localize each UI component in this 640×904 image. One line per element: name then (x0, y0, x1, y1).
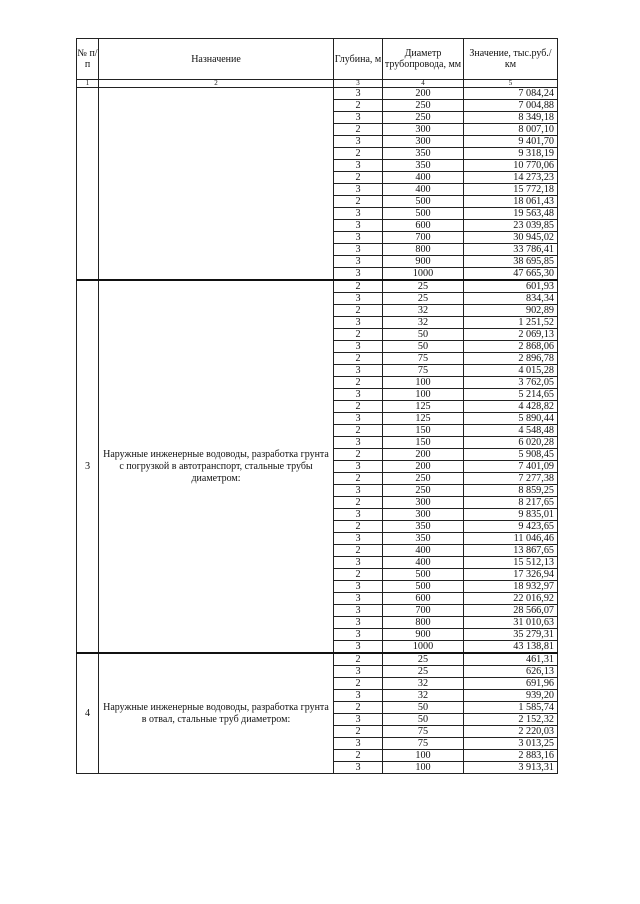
depth-cell: 2 (334, 305, 383, 317)
section-purpose (99, 88, 334, 281)
index-cell: 5 (464, 80, 558, 88)
value-cell: 8 349,18 (464, 112, 558, 124)
diameter-cell: 100 (383, 762, 464, 774)
diameter-cell: 500 (383, 581, 464, 593)
diameter-cell: 500 (383, 208, 464, 220)
depth-cell: 2 (334, 425, 383, 437)
depth-cell: 3 (334, 605, 383, 617)
depth-cell: 3 (334, 762, 383, 774)
depth-cell: 3 (334, 690, 383, 702)
section-purpose: Наружные инженерные водоводы, разработка грунта в отвал, стальные труб диаметром: (99, 653, 334, 774)
value-cell: 11 046,46 (464, 533, 558, 545)
depth-cell: 3 (334, 533, 383, 545)
diameter-cell: 350 (383, 521, 464, 533)
depth-cell: 3 (334, 244, 383, 256)
header-row (77, 39, 558, 80)
diameter-cell: 250 (383, 112, 464, 124)
value-cell: 38 695,85 (464, 256, 558, 268)
depth-cell: 3 (334, 666, 383, 678)
value-cell: 4 548,48 (464, 425, 558, 437)
diameter-cell: 350 (383, 148, 464, 160)
diameter-cell: 200 (383, 449, 464, 461)
value-cell: 9 423,65 (464, 521, 558, 533)
value-cell: 43 138,81 (464, 641, 558, 654)
index-row (77, 80, 558, 88)
value-cell: 461,31 (464, 653, 558, 666)
depth-cell: 2 (334, 449, 383, 461)
diameter-cell: 100 (383, 389, 464, 401)
depth-cell: 3 (334, 461, 383, 473)
depth-cell: 3 (334, 389, 383, 401)
value-cell: 28 566,07 (464, 605, 558, 617)
depth-cell: 2 (334, 497, 383, 509)
value-cell: 902,89 (464, 305, 558, 317)
index-cell: 1 (77, 80, 99, 88)
depth-cell: 3 (334, 88, 383, 100)
depth-cell: 2 (334, 545, 383, 557)
header-depth: Глубина, м (334, 39, 383, 80)
diameter-cell: 700 (383, 605, 464, 617)
value-cell: 626,13 (464, 666, 558, 678)
value-cell: 7 084,24 (464, 88, 558, 100)
diameter-cell: 800 (383, 244, 464, 256)
diameter-cell: 350 (383, 533, 464, 545)
value-cell: 2 896,78 (464, 353, 558, 365)
diameter-cell: 400 (383, 172, 464, 184)
diameter-cell: 125 (383, 413, 464, 425)
depth-cell: 3 (334, 593, 383, 605)
value-cell: 2 152,32 (464, 714, 558, 726)
value-cell: 8 007,10 (464, 124, 558, 136)
depth-cell: 3 (334, 341, 383, 353)
table-row (77, 88, 558, 100)
diameter-cell: 32 (383, 678, 464, 690)
section-number: 3 (77, 280, 99, 653)
diameter-cell: 200 (383, 461, 464, 473)
diameter-cell: 150 (383, 425, 464, 437)
depth-cell: 2 (334, 726, 383, 738)
value-cell: 5 214,65 (464, 389, 558, 401)
depth-cell: 3 (334, 714, 383, 726)
depth-cell: 2 (334, 377, 383, 389)
value-cell: 5 890,44 (464, 413, 558, 425)
diameter-cell: 125 (383, 401, 464, 413)
depth-cell: 3 (334, 581, 383, 593)
value-cell: 2 883,16 (464, 750, 558, 762)
value-cell: 22 016,92 (464, 593, 558, 605)
value-cell: 10 770,06 (464, 160, 558, 172)
value-cell: 31 010,63 (464, 617, 558, 629)
value-cell: 4 428,82 (464, 401, 558, 413)
diameter-cell: 100 (383, 377, 464, 389)
diameter-cell: 32 (383, 305, 464, 317)
diameter-cell: 50 (383, 341, 464, 353)
depth-cell: 3 (334, 437, 383, 449)
value-cell: 3 013,25 (464, 738, 558, 750)
diameter-cell: 25 (383, 280, 464, 293)
value-cell: 1 585,74 (464, 702, 558, 714)
diameter-cell: 900 (383, 629, 464, 641)
value-cell: 23 039,85 (464, 220, 558, 232)
diameter-cell: 300 (383, 497, 464, 509)
diameter-cell: 200 (383, 88, 464, 100)
depth-cell: 3 (334, 184, 383, 196)
diameter-cell: 400 (383, 545, 464, 557)
diameter-cell: 250 (383, 473, 464, 485)
value-cell: 691,96 (464, 678, 558, 690)
index-cell: 2 (99, 80, 334, 88)
diameter-cell: 250 (383, 100, 464, 112)
diameter-cell: 1000 (383, 641, 464, 654)
depth-cell: 2 (334, 702, 383, 714)
value-cell: 5 908,45 (464, 449, 558, 461)
diameter-cell: 150 (383, 437, 464, 449)
value-cell: 3 913,31 (464, 762, 558, 774)
depth-cell: 3 (334, 413, 383, 425)
depth-cell: 3 (334, 485, 383, 497)
value-cell: 2 868,06 (464, 341, 558, 353)
value-cell: 1 251,52 (464, 317, 558, 329)
depth-cell: 3 (334, 557, 383, 569)
diameter-cell: 75 (383, 738, 464, 750)
section-number: 4 (77, 653, 99, 774)
diameter-cell: 600 (383, 220, 464, 232)
value-cell: 17 326,94 (464, 569, 558, 581)
section-number (77, 88, 99, 281)
value-cell: 2 069,13 (464, 329, 558, 341)
value-cell: 15 772,18 (464, 184, 558, 196)
diameter-cell: 900 (383, 256, 464, 268)
diameter-cell: 700 (383, 232, 464, 244)
depth-cell: 3 (334, 136, 383, 148)
value-cell: 939,20 (464, 690, 558, 702)
table-row (77, 280, 558, 293)
depth-cell: 3 (334, 293, 383, 305)
depth-cell: 2 (334, 653, 383, 666)
value-cell: 18 061,43 (464, 196, 558, 208)
header-value: Значение, тыс.руб./км (464, 39, 558, 80)
value-cell: 35 279,31 (464, 629, 558, 641)
depth-cell: 2 (334, 569, 383, 581)
value-cell: 14 273,23 (464, 172, 558, 184)
depth-cell: 2 (334, 329, 383, 341)
diameter-cell: 50 (383, 702, 464, 714)
depth-cell: 2 (334, 172, 383, 184)
header-diameter: Диаметр трубопровода, мм (383, 39, 464, 80)
value-cell: 30 945,02 (464, 232, 558, 244)
depth-cell: 2 (334, 750, 383, 762)
value-cell: 47 665,30 (464, 268, 558, 281)
depth-cell: 3 (334, 208, 383, 220)
cost-table (76, 38, 558, 774)
value-cell: 9 318,19 (464, 148, 558, 160)
depth-cell: 3 (334, 268, 383, 281)
depth-cell: 3 (334, 738, 383, 750)
value-cell: 8 217,65 (464, 497, 558, 509)
depth-cell: 2 (334, 124, 383, 136)
value-cell: 4 015,28 (464, 365, 558, 377)
header-num: № п/п (77, 39, 99, 80)
depth-cell: 3 (334, 617, 383, 629)
depth-cell: 3 (334, 641, 383, 654)
depth-cell: 3 (334, 317, 383, 329)
diameter-cell: 75 (383, 365, 464, 377)
diameter-cell: 1000 (383, 268, 464, 281)
value-cell: 15 512,13 (464, 557, 558, 569)
diameter-cell: 500 (383, 196, 464, 208)
value-cell: 13 867,65 (464, 545, 558, 557)
depth-cell: 2 (334, 100, 383, 112)
diameter-cell: 400 (383, 184, 464, 196)
depth-cell: 2 (334, 353, 383, 365)
diameter-cell: 25 (383, 293, 464, 305)
value-cell: 33 786,41 (464, 244, 558, 256)
index-cell: 3 (334, 80, 383, 88)
diameter-cell: 32 (383, 690, 464, 702)
value-cell: 9 401,70 (464, 136, 558, 148)
depth-cell: 3 (334, 509, 383, 521)
depth-cell: 2 (334, 148, 383, 160)
header-purpose: Назначение (99, 39, 334, 80)
depth-cell: 3 (334, 220, 383, 232)
index-cell: 4 (383, 80, 464, 88)
value-cell: 3 762,05 (464, 377, 558, 389)
diameter-cell: 250 (383, 485, 464, 497)
depth-cell: 2 (334, 401, 383, 413)
diameter-cell: 100 (383, 750, 464, 762)
depth-cell: 2 (334, 196, 383, 208)
depth-cell: 2 (334, 280, 383, 293)
diameter-cell: 300 (383, 509, 464, 521)
depth-cell: 3 (334, 160, 383, 172)
diameter-cell: 400 (383, 557, 464, 569)
diameter-cell: 75 (383, 353, 464, 365)
diameter-cell: 300 (383, 136, 464, 148)
diameter-cell: 300 (383, 124, 464, 136)
diameter-cell: 800 (383, 617, 464, 629)
diameter-cell: 600 (383, 593, 464, 605)
depth-cell: 3 (334, 365, 383, 377)
depth-cell: 3 (334, 256, 383, 268)
depth-cell: 3 (334, 629, 383, 641)
value-cell: 7 277,38 (464, 473, 558, 485)
value-cell: 6 020,28 (464, 437, 558, 449)
depth-cell: 2 (334, 473, 383, 485)
value-cell: 2 220,03 (464, 726, 558, 738)
depth-cell: 2 (334, 678, 383, 690)
diameter-cell: 50 (383, 329, 464, 341)
diameter-cell: 32 (383, 317, 464, 329)
table-body (77, 88, 558, 774)
diameter-cell: 25 (383, 653, 464, 666)
diameter-cell: 50 (383, 714, 464, 726)
diameter-cell: 25 (383, 666, 464, 678)
depth-cell: 3 (334, 112, 383, 124)
value-cell: 8 859,25 (464, 485, 558, 497)
depth-cell: 3 (334, 232, 383, 244)
value-cell: 601,93 (464, 280, 558, 293)
value-cell: 7 401,09 (464, 461, 558, 473)
table-row (77, 653, 558, 666)
diameter-cell: 75 (383, 726, 464, 738)
value-cell: 7 004,88 (464, 100, 558, 112)
value-cell: 18 932,97 (464, 581, 558, 593)
depth-cell: 2 (334, 521, 383, 533)
value-cell: 834,34 (464, 293, 558, 305)
diameter-cell: 350 (383, 160, 464, 172)
value-cell: 19 563,48 (464, 208, 558, 220)
diameter-cell: 500 (383, 569, 464, 581)
value-cell: 9 835,01 (464, 509, 558, 521)
section-purpose: Наружные инженерные водоводы, разработка грунта с погрузкой в автотранспорт, стальные трубы диаметром: (99, 280, 334, 653)
